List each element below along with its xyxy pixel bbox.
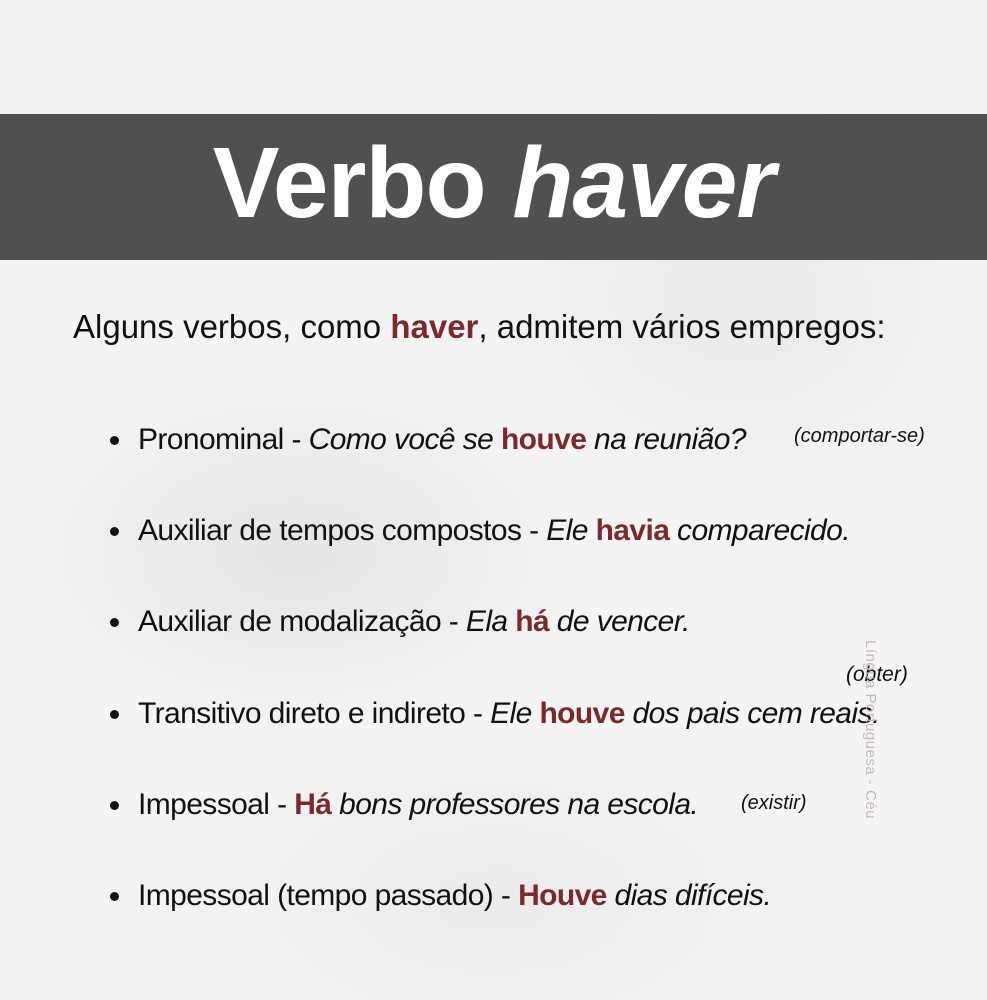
item-example-end: dos pais cem reais. — [632, 697, 880, 730]
bullet-point — [110, 892, 119, 901]
intro-keyword: haver — [390, 308, 479, 345]
list-item-impessoal-passado — [138, 876, 771, 916]
watermark: Língua Portuguesa - Céu — [862, 640, 879, 820]
intro-after: , admitem vários empregos: — [478, 308, 886, 345]
item-label: Pronominal - — [138, 423, 301, 456]
item-example-end: de vencer. — [556, 605, 690, 638]
item-example-end: bons professores na escola. — [339, 788, 699, 821]
item-keyword: Há — [294, 788, 332, 821]
item-example: Ele — [490, 697, 532, 730]
item-example: Ela — [465, 605, 508, 638]
item-example-end: comparecido. — [677, 514, 850, 547]
item-example-end: dias difíceis. — [614, 879, 772, 912]
item-keyword: houve — [539, 697, 625, 730]
item-note: (obter) — [846, 663, 908, 686]
intro-text — [73, 306, 886, 348]
intro-before: Alguns verbos, como — [73, 308, 382, 345]
list-item-transitivo — [138, 694, 880, 734]
item-example: Como você se — [308, 423, 494, 456]
list-item-impessoal — [138, 785, 698, 825]
bullet-point — [110, 618, 119, 627]
item-label: Transitivo direto e indireto - — [138, 697, 483, 730]
item-keyword: Houve — [518, 879, 607, 912]
bullet-point — [110, 710, 119, 719]
item-keyword: havia — [595, 514, 670, 547]
item-example-end: na reunião? — [594, 423, 746, 456]
item-note: (comportar-se) — [794, 425, 925, 447]
bullet-point — [110, 436, 119, 445]
item-keyword: houve — [500, 423, 587, 456]
title-emphasis: haver — [512, 127, 775, 239]
list-item-auxiliar-modalizacao — [138, 602, 690, 642]
list-item-auxiliar-tempos — [138, 511, 850, 551]
page-title — [212, 127, 775, 239]
item-label: Impessoal - — [138, 788, 287, 821]
item-label: Auxiliar de modalização - — [138, 605, 459, 638]
item-label: Auxiliar de tempos compostos - — [138, 514, 539, 547]
bullet-point — [110, 527, 119, 536]
item-example: Ele — [546, 514, 588, 547]
item-note: (existir) — [741, 792, 807, 814]
item-label: Impessoal (tempo passado) - — [138, 879, 511, 912]
title-banner — [0, 114, 987, 260]
list-item-pronominal — [138, 420, 746, 460]
title-plain: Verbo — [212, 127, 486, 239]
item-keyword: há — [515, 605, 550, 638]
bullet-point — [110, 801, 119, 810]
